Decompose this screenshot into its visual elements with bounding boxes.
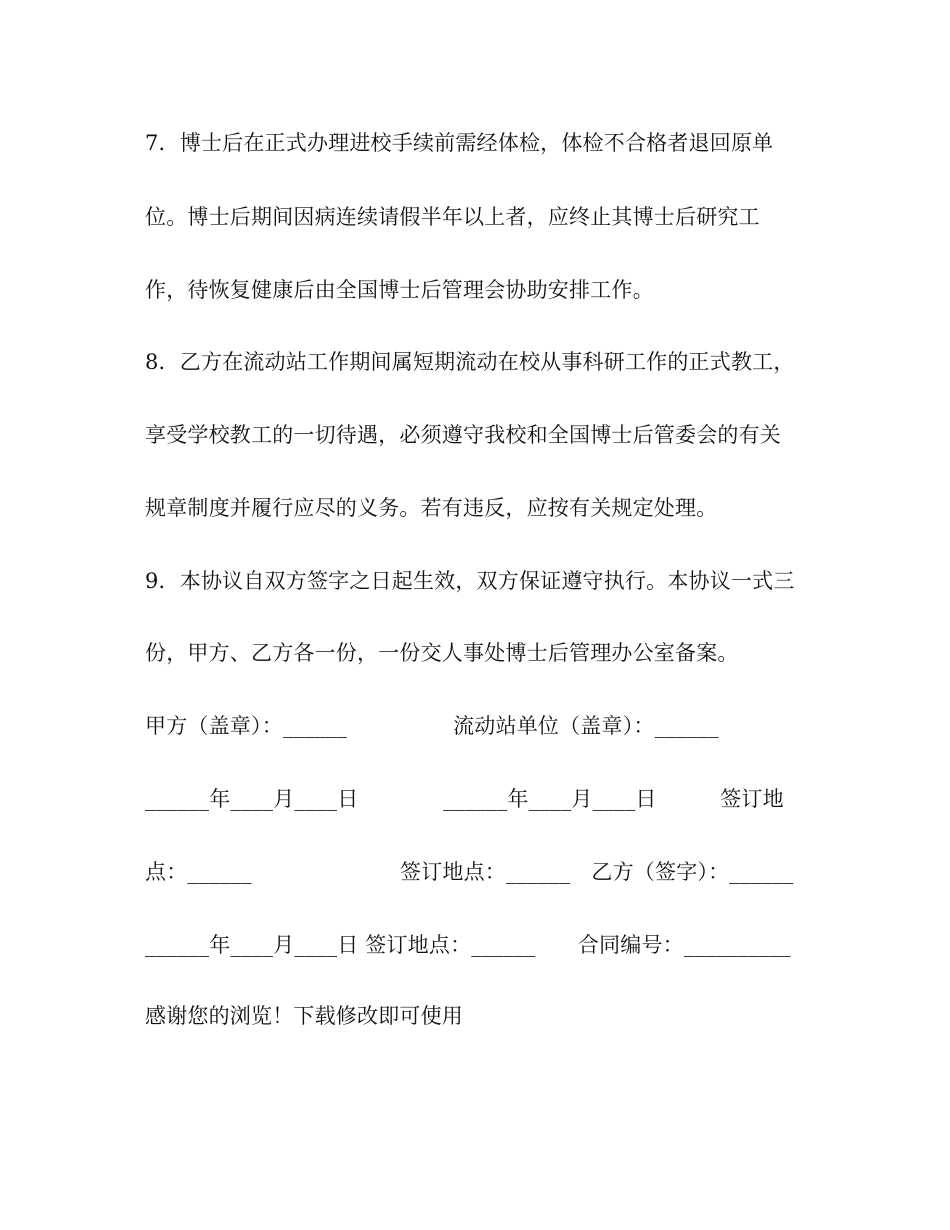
signature-row-3: 点：______ 签订地点：______ 乙方（签字）：______: [145, 860, 794, 884]
clause-7-line-2: 位。博士后期间因病连续请假半年以上者，应终止其博士后研究工: [145, 205, 760, 229]
footer-note: 感谢您的浏览！下载修改即可使用: [145, 1004, 463, 1028]
signature-row-4: ______年____月____日 签订地点：______ 合同编号：__________: [145, 933, 791, 957]
clause-7-line-3: 作，待恢复健康后由全国博士后管理会协助安排工作。: [145, 278, 654, 302]
clause-9-line-2: 份，甲方、乙方各一份，一份交人事处博士后管理办公室备案。: [145, 641, 739, 665]
clause-8-line-2: 享受学校教工的一切待遇，必须遵守我校和全国博士后管委会的有关: [145, 423, 781, 447]
signature-row-2: ______年____月____日 ______年____月____日 签订地: [145, 787, 784, 811]
clause-9-line-1: 9．本协议自双方签字之日起生效，双方保证遵守执行。本协议一式三: [145, 569, 795, 593]
clause-7-line-1: 7．博士后在正式办理进校手续前需经体检，体检不合格者退回原单: [145, 131, 774, 155]
clause-8-line-3: 规章制度并履行应尽的义务。若有违反，应按有关规定处理。: [145, 496, 718, 520]
clause-8-line-1: 8．乙方在流动站工作期间属短期流动在校从事科研工作的正式教工，: [145, 350, 795, 374]
signature-row-1: 甲方（盖章）：______ 流动站单位（盖章）：______: [145, 714, 719, 738]
